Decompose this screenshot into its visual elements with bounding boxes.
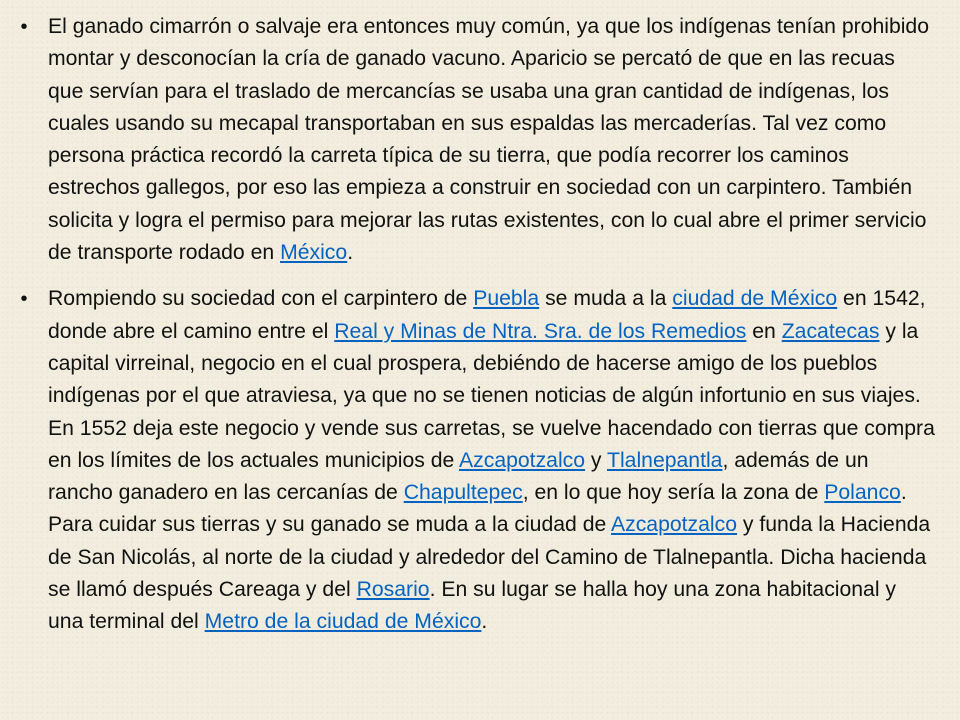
text-segment: y [585,448,608,472]
link-azcapotzalco[interactable]: Azcapotzalco [459,448,586,472]
link-polanco[interactable]: Polanco [824,481,901,505]
bullet-item [14,283,936,638]
link-rosario[interactable]: Rosario [356,578,430,602]
link-ciudad-de-mexico[interactable]: ciudad de México [672,287,838,311]
text-segment: en [746,319,782,343]
text-segment: en 1542, donde abre el camino entre el [48,287,926,343]
link-chapultepec[interactable]: Chapultepec [403,481,523,505]
text-segment: , además de un rancho ganadero en las cercanías de [48,448,869,505]
text-segment: El ganado cimarrón o salvaje era entonces muy común, ya que los indígenas tenían prohibido montar y desconocían la cría de ganado vacuno. Aparicio se percató de que en las recuas que servían para el traslado de mercancías se usaba una gran cantidad de indígenas, los cuales usando su mecapal transportaban en sus espaldas las mercaderías. Tal vez como persona práctica recordó la carreta típica de su tierra, que podía recorrer los caminos estrechos gallegos, por eso las empieza a construir en sociedad con un carpintero. También solicita y logra el permiso para mejorar las rutas existentes, con lo cual abre el primer servicio de transporte rodado en [48,15,929,265]
link-zacatecas[interactable]: Zacatecas [781,319,880,343]
link-azcapotzalco-2[interactable]: Azcapotzalco [610,513,738,537]
link-mexico[interactable]: México [280,241,348,265]
text-segment: . [347,241,354,265]
text-segment: Rompiendo su sociedad con el carpintero de [48,287,474,311]
link-puebla[interactable]: Puebla [473,287,540,311]
text-segment: . Para cuidar sus tierras y su ganado se muda a la ciudad de [48,481,907,537]
text-segment: . En su lugar se halla hoy una zona habitacional y una terminal del [48,578,897,634]
paragraph-text [48,15,929,264]
link-real-y-minas[interactable]: Real y Minas de Ntra. Sra. de los Remedios [334,319,747,343]
paragraph-text [48,287,935,633]
bullet-dot-icon: • [20,288,28,311]
text-segment: . [481,610,488,634]
text-segment: , en lo que hoy sería la zona de [522,481,825,505]
text-segment: se muda a la [539,287,673,311]
link-tlalnepantla[interactable]: Tlalnepantla [607,448,723,472]
text-segment: y funda la Hacienda de San Nicolás, al norte de la ciudad y alrededor del Camino de Tlalnepantla. Dicha hacienda se llamó después Careaga y del [48,513,931,602]
bullet-dot-icon: • [20,16,28,38]
link-metro-ciudad-de-mexico[interactable]: Metro de la ciudad de México [204,610,482,634]
bullet-item [14,11,936,269]
bullet-list [14,11,936,639]
text-segment: y la capital virreinal, negocio en el cual prospera, debiéndo de hacerse amigo de los pueblos indígenas por el que atraviesa, ya que no se tienen noticias de algún infortunio en sus viajes. En 1552 deja este negocio y vende sus carretas, se vuelve hacendado con tierras que compra en los límites de los actuales municipios de [48,319,935,472]
